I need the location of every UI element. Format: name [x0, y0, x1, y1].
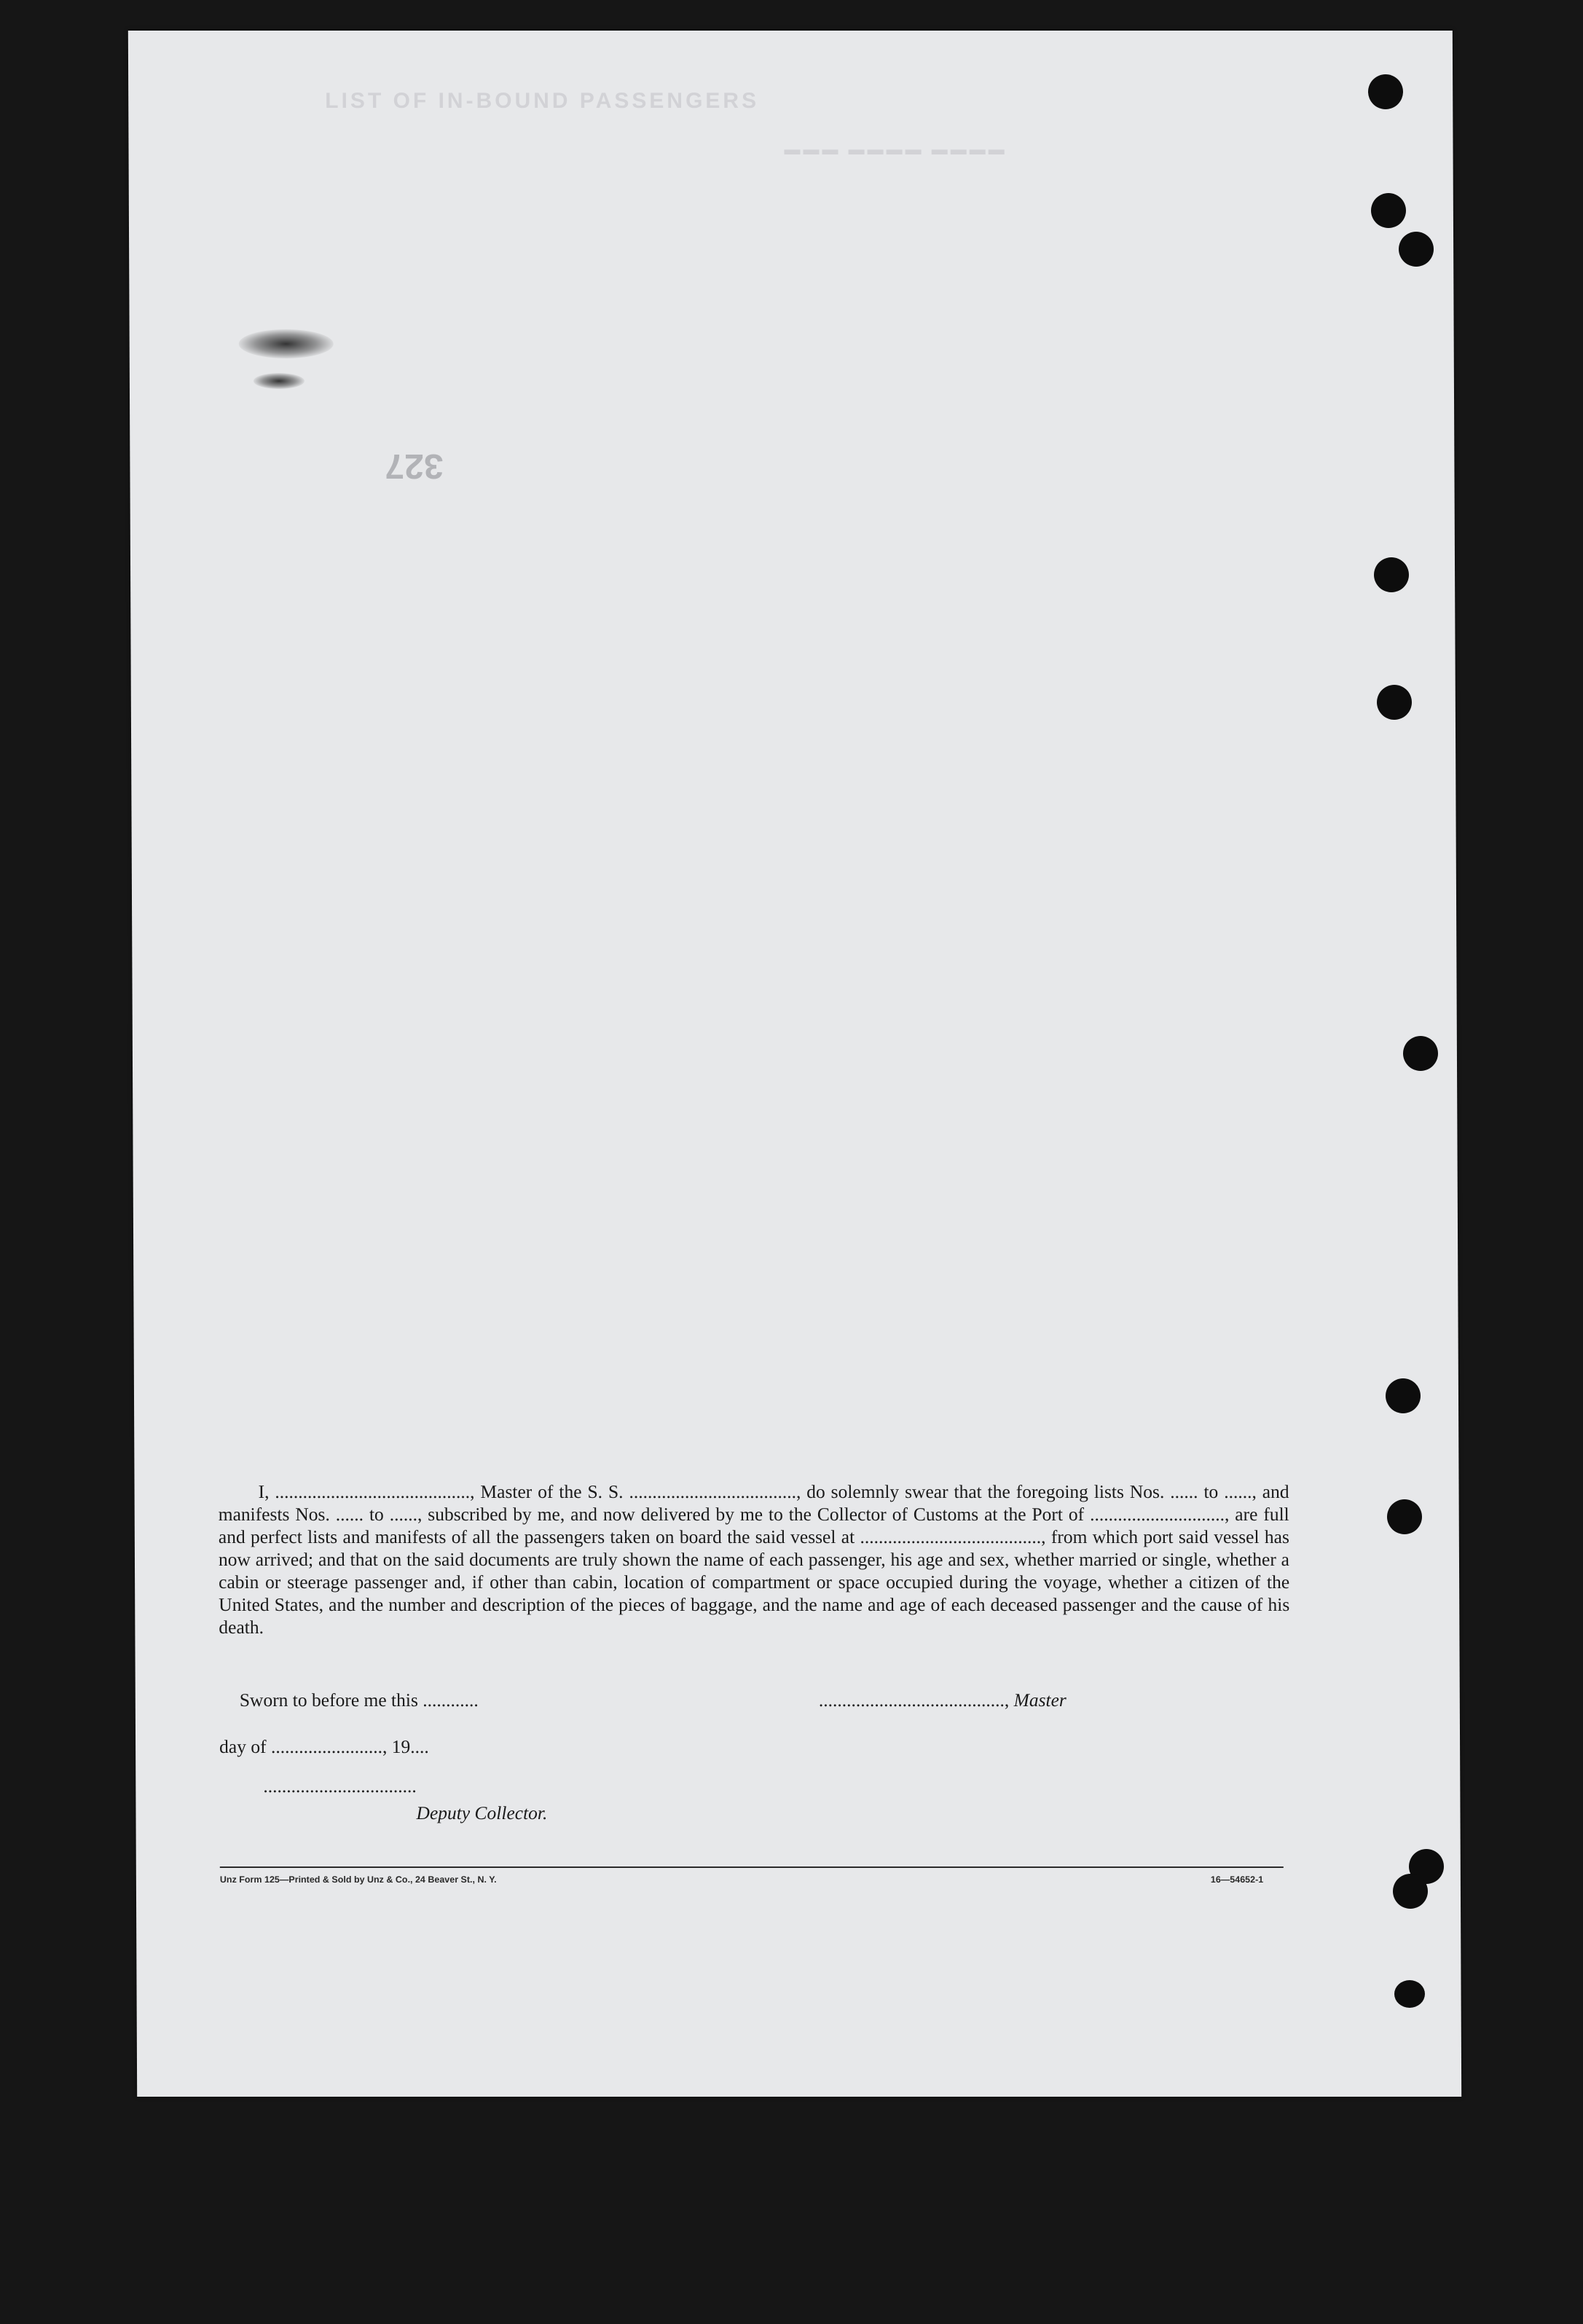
form-number: 16—54652-1 — [1210, 1874, 1264, 1885]
punch-hole — [1374, 557, 1409, 592]
punch-hole — [1387, 1499, 1422, 1534]
manifest-page — [128, 31, 1461, 2097]
master-label: Master — [1013, 1689, 1067, 1711]
punch-hole — [1393, 1874, 1428, 1909]
ink-smudge — [239, 329, 334, 358]
punch-hole — [1399, 232, 1434, 267]
master-signature-line — [819, 1689, 1067, 1711]
punch-hole — [1371, 193, 1406, 228]
collector-signature-line: ................................. — [263, 1775, 417, 1797]
master-oath-text — [218, 1480, 1289, 1638]
stamped-number: 327 — [385, 447, 444, 485]
printer-imprint: Unz Form 125—Printed & Sold by Unz & Co., 24 Beaver St., N. Y. — [219, 1874, 497, 1885]
footer-rule — [220, 1866, 1284, 1868]
punch-hole — [1403, 1036, 1438, 1071]
ink-smudge — [254, 373, 305, 389]
day-of-line: day of ........................, 19.... — [219, 1736, 429, 1757]
punch-hole — [1368, 74, 1403, 109]
master-signature-dots: ........................................, — [818, 1689, 1010, 1711]
deputy-collector-label: Deputy Collector. — [416, 1802, 548, 1824]
sworn-line: Sworn to before me this ............ — [239, 1689, 479, 1711]
punch-hole — [1377, 685, 1412, 720]
punch-hole — [1386, 1378, 1421, 1413]
bleed-through-heading: LIST OF IN-BOUND PASSENGERS — [325, 89, 760, 113]
bleed-through-subheading: ▬▬▬ ▬▬▬▬ ▬▬▬▬ — [784, 140, 1007, 158]
punch-hole — [1394, 1980, 1425, 2008]
oath-paragraph: I, .........................................., Master of the S. S. ...................................., do solemnly swear that the foregoing lists Nos. ...... to ......, and manifests Nos. ...... to ......, subscribed by me, and now delivered by me to the Collector of Customs at the Port of ............................., are full and perfect lists and manifests of all the passengers taken on board the said vessel at ......................................., from which port said vessel has now arrived; and that on the said documents are truly shown the name of each passenger, his age and sex, whether married or single, whether a cabin or steerage passenger and, if other than cabin, location of compartment or space occupied during the voyage, whether a citizen of the United States, and the number and description of the pieces of baggage, and the name and age of each deceased passenger and the cause of his death. — [218, 1481, 1290, 1638]
